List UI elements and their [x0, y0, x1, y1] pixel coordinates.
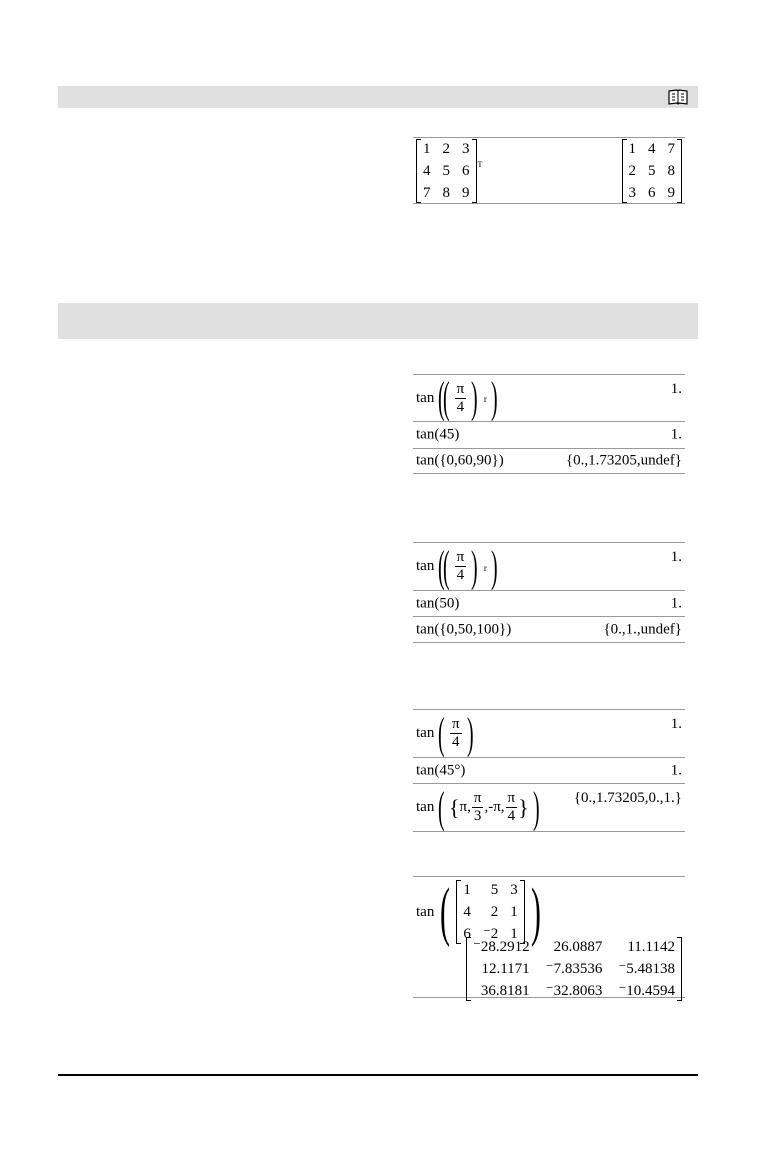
matrix-cell: 5 — [490, 882, 499, 898]
function-name: tan — [416, 903, 435, 920]
result-value: 1. — [670, 549, 682, 565]
matrix-cell: ⁻2 — [482, 926, 499, 942]
example-row: tan ( { π, $\frac{\pi}{3}$ ,-π, $\frac{\pi}{4}$ } ) {0.,1.73205,0.,1.} — [413, 783, 685, 832]
expression: tan({0,60,90}) — [416, 452, 504, 469]
expression: tan({0,50,100}) — [416, 621, 512, 637]
matrix-cell: 11.1142 — [627, 939, 675, 955]
matrix-cell: 6 — [462, 162, 470, 179]
matrix-cell: 9 — [462, 184, 470, 201]
matrix-cell: 3 — [510, 882, 518, 898]
function-name: tan — [416, 389, 435, 406]
matrix-cell: ⁻32.8063 — [545, 983, 603, 999]
matrix-cell: ⁻5.48138 — [618, 961, 675, 977]
catalog-book-icon — [668, 89, 688, 105]
matrix-cell: 12.1171 — [481, 961, 530, 977]
matrix-cell: 8 — [442, 184, 450, 201]
matrix-cell: 8 — [667, 162, 675, 179]
matrix-tan-example — [413, 876, 685, 998]
result-value: 1. — [670, 595, 682, 611]
example-row — [413, 757, 685, 783]
result-value: 1. — [670, 716, 682, 732]
matrix-cell: 1 — [510, 926, 518, 942]
example-row — [413, 421, 685, 448]
result-value: 1. — [670, 426, 682, 443]
matrix-cell: 5 — [648, 162, 656, 179]
function-name: tan — [416, 725, 435, 741]
section-header-transpose — [58, 86, 698, 108]
footer-rule — [58, 1074, 698, 1076]
expression: tan(50) — [416, 595, 460, 611]
matrix-cell: 4 — [423, 162, 431, 179]
matrix-cell: ⁻7.83536 — [545, 961, 603, 977]
matrix-cell: ⁻28.2912 — [472, 939, 530, 955]
matrix-cell: 1 — [510, 904, 518, 920]
matrix-cell: 26.0887 — [553, 939, 603, 955]
input-matrix — [456, 880, 524, 944]
matrix-cell: 9 — [667, 184, 675, 201]
matrix-cell: 1 — [423, 140, 431, 157]
matrix-cell: 2 — [442, 140, 450, 157]
matrix-cell: 6 — [463, 926, 471, 942]
matrix-cell: 1 — [463, 882, 471, 898]
example-row — [413, 616, 685, 643]
matrix-cell: 7 — [423, 184, 431, 201]
result-value: {0.,1.73205,undef} — [565, 452, 682, 469]
radian-examples — [413, 374, 685, 474]
result-value: {0.,1.,undef} — [603, 621, 682, 637]
matrix-cell: 3 — [462, 140, 470, 157]
gradian-examples — [413, 542, 685, 643]
fraction: $\frac{\pi}{4}$ — [507, 790, 516, 824]
function-name: tan — [416, 799, 435, 815]
transpose-mark: T — [477, 160, 483, 169]
matrix-cell: 36.8181 — [480, 983, 530, 999]
matrix-cell: 3 — [628, 184, 636, 201]
matrix-cell: 4 — [648, 140, 656, 157]
result-value: {0.,1.73205,0.,1.} — [573, 790, 682, 806]
example-row — [413, 590, 685, 616]
radian-mark: r — [483, 562, 487, 573]
example-row — [413, 448, 685, 474]
example-row: tan ( ( $\frac{\pi}{4}$ ) r ) 1. — [413, 542, 685, 590]
result-value: 1. — [670, 381, 682, 397]
expression: tan(45) — [416, 426, 460, 443]
example-row: tan ( 1 5 3 4 2 1 6 ⁻2 1 ) ⁻28.2912 26.0887 11.1142 12.1171 ⁻7.83536 ⁻5.48138 36.8181 ⁻32.8063 ⁻10.4594 — [413, 876, 685, 998]
result-matrix — [466, 937, 682, 1001]
fraction: $\frac{\pi}{3}$ — [473, 790, 482, 824]
fraction: $\frac{\pi}{4}$ — [456, 380, 465, 415]
fraction: $\frac{\pi}{4}$ — [451, 716, 460, 750]
matrix-cell: 4 — [463, 904, 471, 920]
matrix-cell: 1 — [628, 140, 636, 157]
matrix-cell: 6 — [648, 184, 656, 201]
radian-mark: r — [483, 394, 487, 404]
result-matrix — [622, 139, 683, 203]
example-row: tan ( $\frac{\pi}{4}$ ) 1. — [413, 709, 685, 757]
matrix-cell: ⁻10.4594 — [618, 983, 675, 999]
matrix-cell: 2 — [490, 904, 499, 920]
expression: tan(45°) — [416, 762, 466, 778]
result-value: 1. — [670, 762, 682, 778]
transpose-example — [413, 137, 685, 204]
function-name: tan — [416, 558, 435, 574]
example-row: tan ( ( $\frac{\pi}{4}$ ) r ) 1. — [413, 374, 685, 421]
matrix-cell: 5 — [442, 162, 450, 179]
degree-examples — [413, 709, 685, 832]
section-header-tan — [58, 303, 698, 339]
input-matrix — [416, 139, 477, 203]
fraction: $\frac{\pi}{4}$ — [456, 549, 465, 583]
matrix-cell: 7 — [667, 140, 675, 157]
matrix-cell: 2 — [628, 162, 636, 179]
